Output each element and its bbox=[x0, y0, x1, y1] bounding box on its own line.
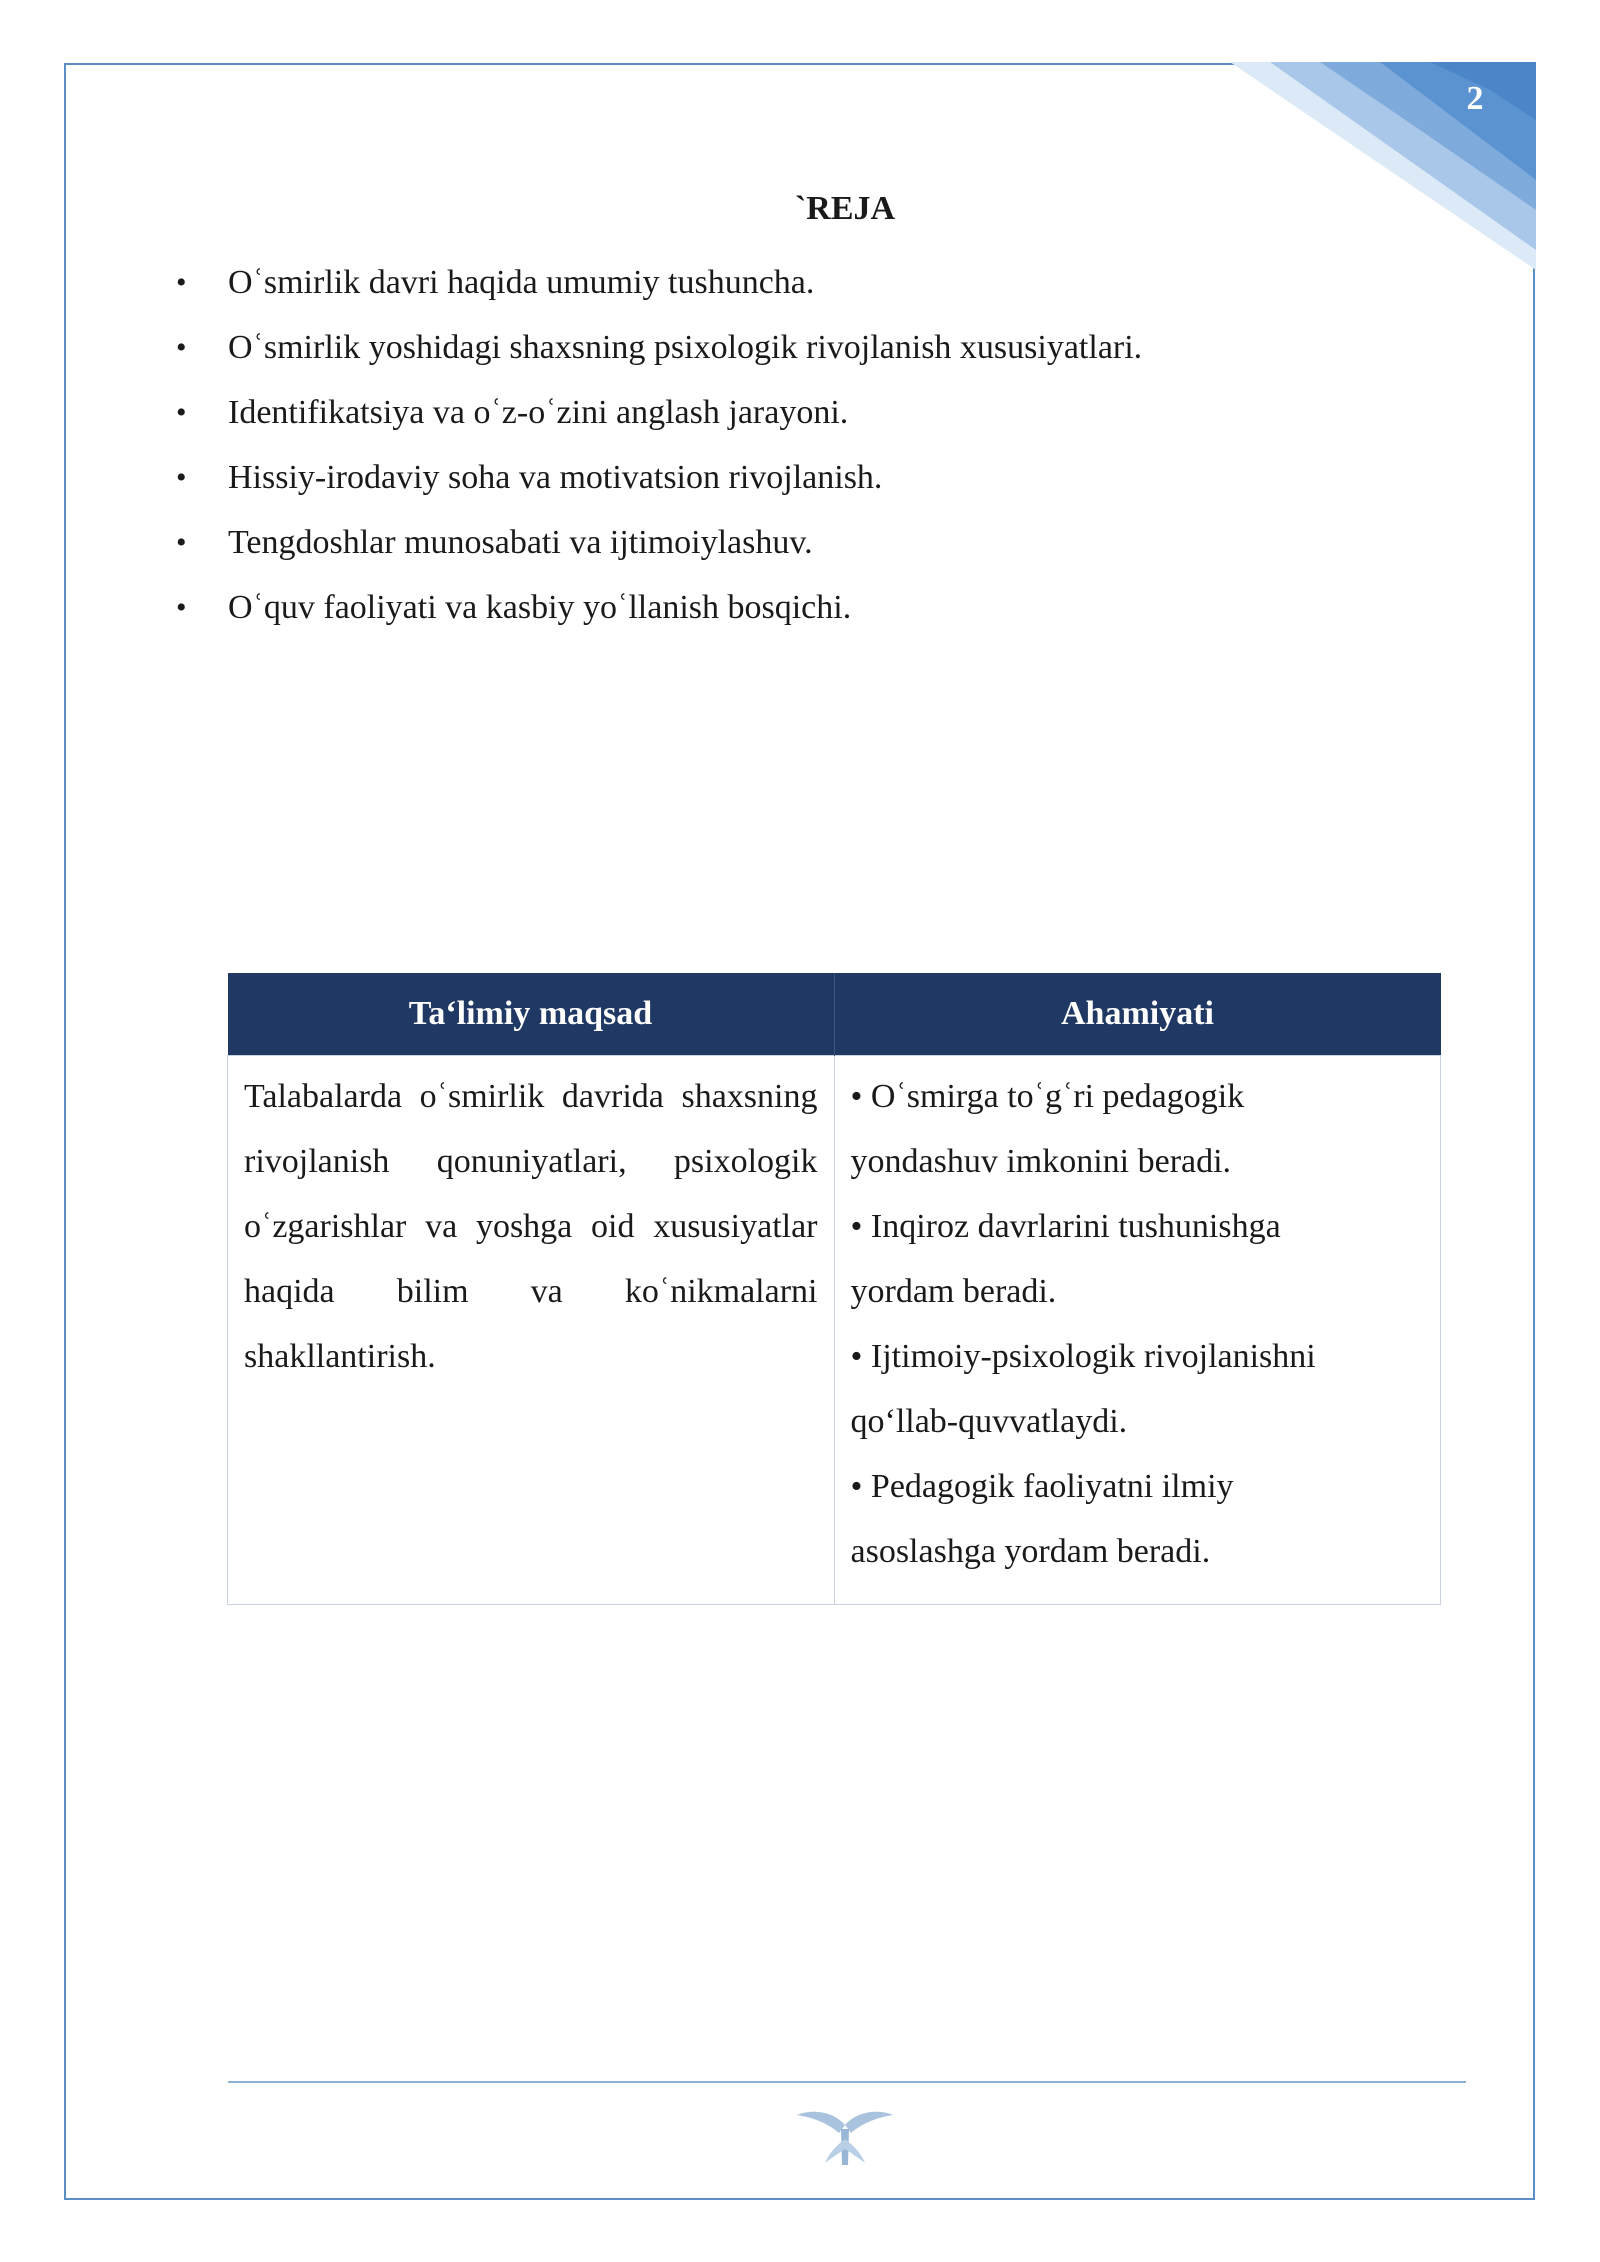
list-item: • Oʿsmirlik davri haqida umumiy tushuncha. bbox=[176, 250, 1142, 315]
column-header-goal: Ta‘limiy maqsad bbox=[228, 973, 835, 1056]
list-item: • Tengdoshlar munosabati va ijtimoiylashuv. bbox=[176, 510, 1142, 575]
list-item: • Oʿquv faoliyati va kasbiy yoʿllanish bosqichi. bbox=[176, 575, 1142, 640]
list-item: • Hissiy-irodaviy soha va motivatsion rivojlanish. bbox=[176, 445, 1142, 510]
bullet-icon: • bbox=[176, 396, 187, 429]
benefit-line: qo‘llab-quvvatlaydi. bbox=[850, 1403, 1128, 1440]
bullet-icon: • bbox=[176, 266, 187, 299]
benefit-line: yondashuv imkonini beradi. bbox=[850, 1143, 1232, 1180]
bullet-icon: • bbox=[176, 331, 187, 364]
leaf-ornament-icon bbox=[795, 2105, 895, 2173]
table-row bbox=[228, 1056, 1441, 1605]
goal-cell bbox=[228, 1056, 835, 1605]
column-header-importance: Ahamiyati bbox=[834, 973, 1441, 1056]
benefit-line: • Pedagogik faoliyatni ilmiy bbox=[850, 1468, 1234, 1505]
bullet-icon: • bbox=[176, 526, 187, 559]
bullet-icon: • bbox=[176, 461, 187, 494]
plan-list bbox=[176, 250, 1142, 640]
footer-divider bbox=[228, 2081, 1466, 2083]
table-header-row bbox=[228, 973, 1441, 1056]
page-number: 2 bbox=[1466, 80, 1484, 117]
benefit-line: • Oʿsmirga toʿgʿri pedagogik bbox=[850, 1078, 1245, 1115]
goals-table bbox=[227, 973, 1441, 1605]
plan-heading: `REJA bbox=[794, 190, 896, 227]
benefit-line: • Ijtimoiy-psixologik rivojlanishni bbox=[850, 1338, 1316, 1375]
goal-text: Talabalarda oʿsmirlik davrida shaxsning rivojlanish qonuniyatlari, psixologik oʿzgarishlar va yoshga oid xususiyatlar haqida bilim va koʿnikmalarni shakllantirish. bbox=[244, 1078, 818, 1375]
importance-cell bbox=[834, 1056, 1441, 1605]
bullet-icon: • bbox=[176, 591, 187, 624]
list-item: • Oʿsmirlik yoshidagi shaxsning psixologik rivojlanish xususiyatlari. bbox=[176, 315, 1142, 380]
benefit-line: • Inqiroz davrlarini tushunishga bbox=[850, 1208, 1281, 1245]
list-item: • Identifikatsiya va oʿz-oʿzini anglash jarayoni. bbox=[176, 380, 1142, 445]
benefit-line: yordam beradi. bbox=[850, 1273, 1057, 1310]
benefit-line: asoslashga yordam beradi. bbox=[850, 1533, 1211, 1570]
